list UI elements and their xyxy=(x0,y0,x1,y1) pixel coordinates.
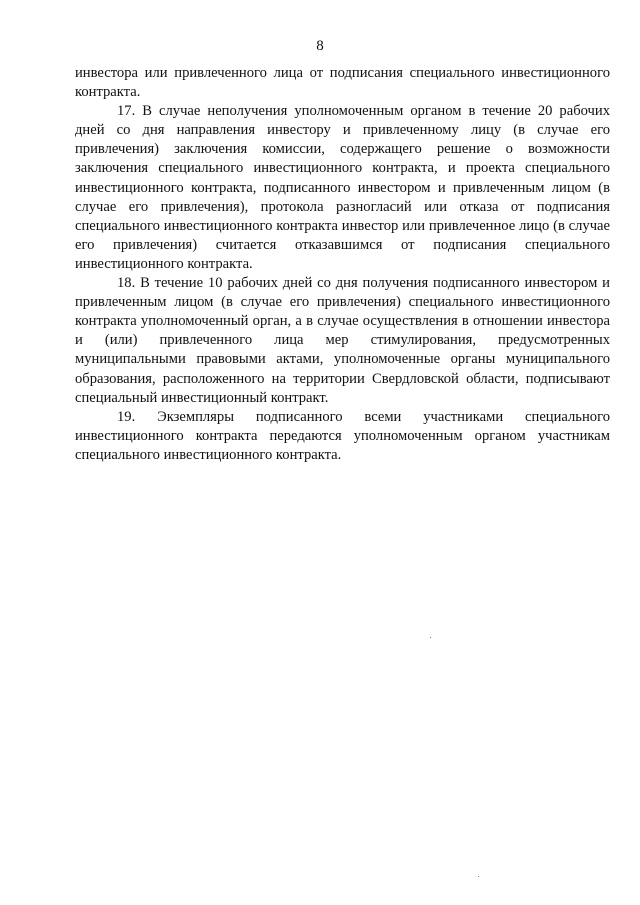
scan-speck xyxy=(430,637,431,638)
document-body xyxy=(75,64,610,465)
paragraph-continuation: инвестора или привлеченного лица от подписания специального инвестиционного контракта. xyxy=(75,65,610,101)
paragraph-item-17: 17. В случае неполучения уполномоченным органом в течение 20 рабочих дней со дня направления инвестору и привлеченному лицу (в случае его привлечения) заключения комиссии, содержащего решение о возможности заключения специального инвестиционного контракта, и проекта специального инвестиционного контракта, подписанного инвестором и привлеченным лицом (в случае его привлечения), протокола разногласий или отказа от подписания специального инвестиционного контракта инвестор или привлеченное лицо (в случае его привлечения) считается отказавшимся от подписания специального инвестиционного контракта. xyxy=(75,103,610,272)
scan-speck xyxy=(478,876,479,877)
paragraph-item-18: 18. В течение 10 рабочих дней со дня получения подписанного инвестором и привлеченным лицом (в случае его привлечения) специального инвестиционного контракта уполномоченный орган, а в случае осуществления в отношении инвестора и (или) привлеченного лица мер стимулирования, предусмотренных муниципальными правовыми актами, уполномоченные органы муниципального образования, расположенного на территории Свердловской области, подписывают специальный инвестиционный контракт. xyxy=(75,275,610,406)
page-number: 8 xyxy=(316,38,324,54)
paragraph-item-19: 19. Экземпляры подписанного всеми участниками специального инвестиционного контракта передаются уполномоченным органом участникам специального инвестиционного контракта. xyxy=(75,408,610,463)
